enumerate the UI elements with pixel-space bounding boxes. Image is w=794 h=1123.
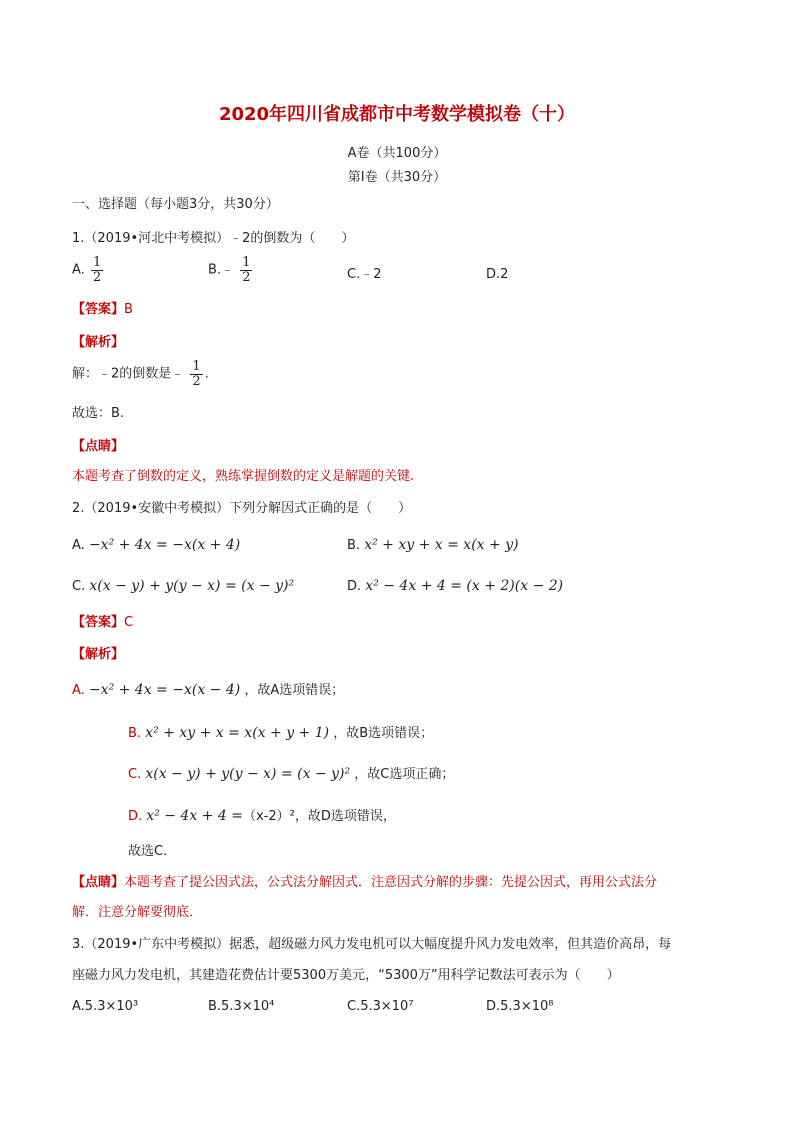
part-one-label: 第Ⅰ卷（共30分） <box>347 170 447 185</box>
q3-option-c: C.5.3×10⁷ <box>347 999 414 1014</box>
q3-stem-line-2: 座磁力风力发电机，其建造花费估计要5300万美元，“5300万”用科学记数法可表示为（ ） <box>72 968 620 983</box>
answer-tag: 【答案】 <box>72 302 125 317</box>
q1-comment-tag: 【点睛】 <box>72 439 125 454</box>
q2-analysis-line-c: C. x(x − y) + y(y − x) = (x − y)² ，故C选项正确； <box>128 766 455 782</box>
q1-analysis-tag: 【解析】 <box>72 335 125 350</box>
q1-comment: 本题考查了倒数的定义，熟练掌握倒数的定义是解题的关键. <box>72 469 415 484</box>
q2-analysis-line-a: A. −x² + 4x = −x(x − 4) ，故A选项错误； <box>72 682 345 698</box>
q2-analysis-line-b: B. x² + xy + x = x(x + y + 1) ，故B选项错误； <box>128 725 434 741</box>
q1-solution-fraction: $\frac{1}{2}$ <box>192 359 201 389</box>
q2-comment: 【点睛】本题考查了提公因式法，公式法分解因式．注意因式分解的步骤：先提公因式，再用公式法分 <box>72 875 658 890</box>
q1-option-b-prefix: B.﹣ <box>208 262 235 278</box>
q1-option-d: D.2 <box>486 267 509 282</box>
q1-solution: 解：﹣2的倒数是﹣ $\frac{1}{2}$ . <box>72 359 209 389</box>
page-title: 2020年四川省成都市中考数学模拟卷（十） <box>218 104 576 125</box>
q2-answer <box>72 616 133 629</box>
comment-tag: 【点睛】 <box>72 875 125 890</box>
q2-stem: 2.（2019•安徽中考模拟）下列分解因式正确的是（ ） <box>72 501 412 516</box>
q1-answer <box>72 303 133 316</box>
q2-analysis-line-d: D. x² − 4x + 4 =（x-2）²，故D选项错误， <box>128 808 396 824</box>
q2-option-b: B. x² + xy + x = x(x + y) <box>347 537 519 553</box>
q1-option-a-prefix: A. <box>72 262 85 278</box>
q1-option-b-fraction: $\frac{1}{2}$ <box>242 255 251 285</box>
q1-choose: 故选：B. <box>72 406 125 421</box>
q2-option-a: A. −x² + 4x = −x(x + 4) <box>72 537 241 553</box>
q2-comment-continued: 解．注意分解要彻底． <box>72 905 203 920</box>
q3-option-a: A.5.3×10³ <box>72 999 139 1014</box>
q1-option-c: C.﹣2 <box>347 267 382 282</box>
q1-option-a-fraction: $\frac{1}{2}$ <box>92 255 102 285</box>
q1-option-a <box>72 256 105 284</box>
q3-stem-line-1: 3.（2019•广东中考模拟）据悉，超级磁力风力发电机可以大幅度提升风力发电效率，但其造价高昂，每 <box>72 937 672 952</box>
answer-tag: 【答案】 <box>72 615 125 630</box>
q2-choose: 故选C. <box>128 844 168 859</box>
q3-option-d: D.5.3×10⁸ <box>486 999 554 1014</box>
q1-option-b <box>208 256 254 284</box>
q3-option-b: B.5.3×10⁴ <box>208 999 275 1014</box>
q2-answer-value: C <box>124 615 134 630</box>
q2-option-d: D. x² − 4x + 4 = (x + 2)(x − 2) <box>347 578 564 594</box>
section-a-label: A卷（共100分） <box>347 146 447 161</box>
q2-analysis-tag: 【解析】 <box>72 647 125 662</box>
q2-option-c: C. x(x − y) + y(y − x) = (x − y)² <box>72 578 295 594</box>
section-heading: 一、选择题（每小题3分，共30分） <box>72 197 279 212</box>
q1-stem: 1.（2019•河北中考模拟）﹣2的倒数为（ ） <box>72 231 355 246</box>
q1-answer-value: B <box>124 302 133 317</box>
